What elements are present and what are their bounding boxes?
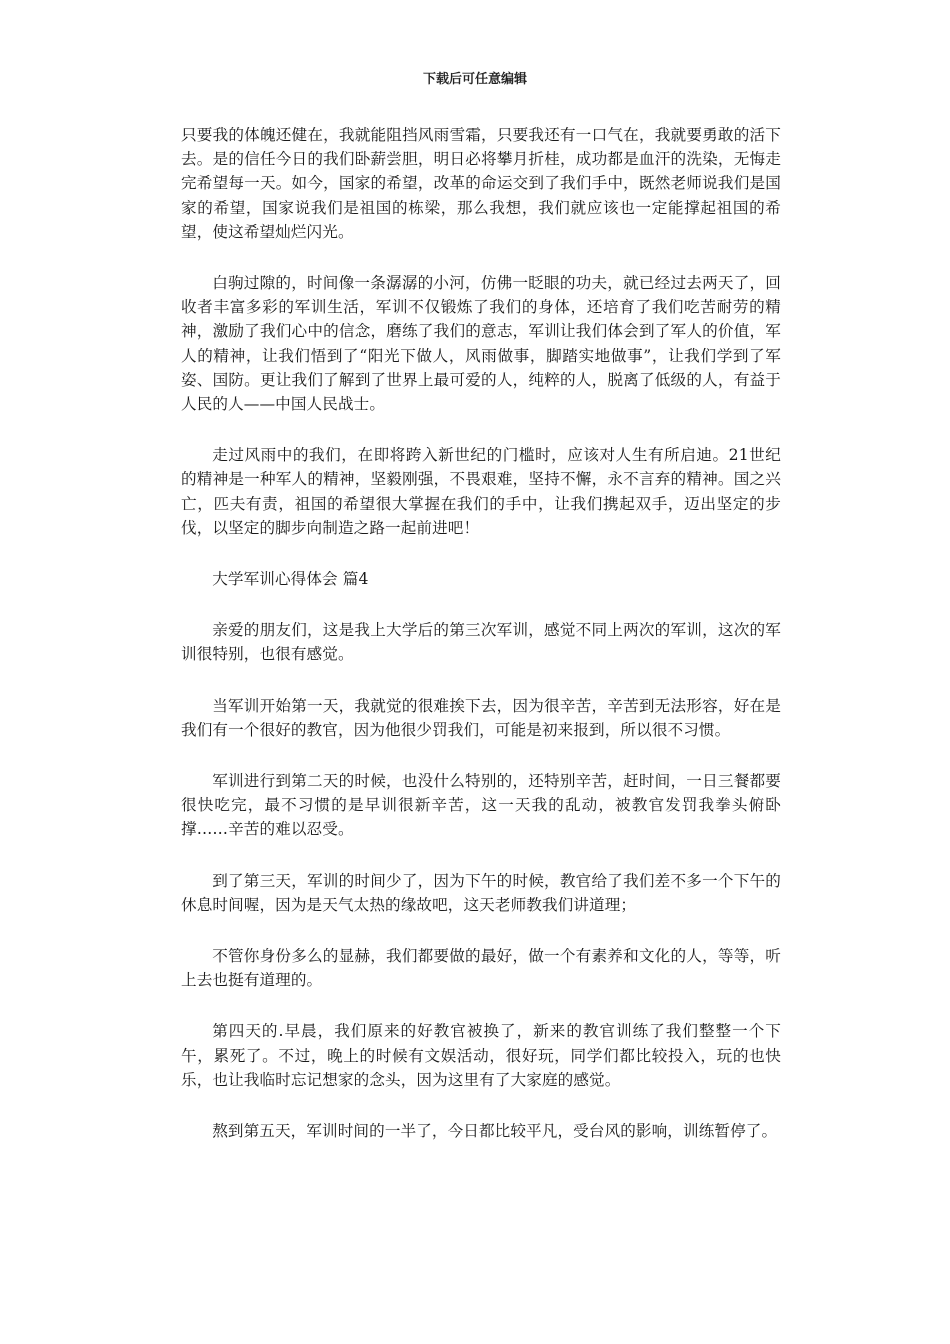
paragraph: 不管你身份多么的显赫，我们都要做的最好，做一个有素养和文化的人，等等，听上去也挺有道理的。 [181,947,781,990]
paragraph: 到了第三天，军训的时间少了，因为下午的时候，教官给了我们差不多一个下午的休息时间喔，因为是天气太热的缘故吧，这天老师教我们讲道理； [181,871,781,914]
paragraph: 走过风雨中的我们，在即将跨入新世纪的门槛时，应该对人生有所启迪。21世纪的精神是一种军人的精神，坚毅刚强，不畏艰难，坚持不懈，永不言弃的精神。国之兴亡，匹夫有责，祖国的希望很大掌握在我们的手中，让我们携起双手，迈出坚定的步伐，以坚定的脚步向制造之路一起前进吧！ [181,446,781,537]
paragraph: 白驹过隙的，时间像一条潺潺的小河，仿佛一眨眼的功夫，就已经过去两天了，回收者丰富多彩的军训生活，军训不仅锻炼了我们的身体，还培育了我们吃苦耐劳的精神，激励了我们心中的信念，磨练了我们的意志，军训让我们体会到了军人的价值，军人的精神，让我们悟到了“阳光下做人，风雨做事，脚踏实地做事”，让我们学到了军姿、国防。更让我们了解到了世界上最可爱的人，纯粹的人，脱离了低级的人，有益于人民的人——中国人民战士。 [181,274,781,414]
paragraph: 只要我的体魄还健在，我就能阻挡风雨雪霜，只要我还有一口气在，我就要勇敢的活下去。是的信任今日的我们卧薪尝胆，明日必将攀月折桂，成功都是血汗的洗染，无悔走完希望每一天。如今，国家的希望，改革的命运交到了我们手中，既然老师说我们是国家的希望，国家说我们是祖国的栋梁，那么我想，我们就应该也一定能撑起祖国的希望，使这希望灿烂闪光。 [181,126,781,241]
paragraph: 熬到第五天，军训时间的一半了，今日都比较平凡，受台风的影响，训练暂停了。 [212,1122,778,1141]
page-header: 下载后可任意编辑 [422,72,527,87]
section-title: 大学军训心得体会 篇4 [212,570,369,589]
document-body [181,123,781,1170]
paragraph: 军训进行到第二天的时候，也没什么特别的，还特别辛苦，赶时间，一日三餐都要很快吃完，最不习惯的是早训很新辛苦，这一天我的乱动，被教官发罚我拳头俯卧撑……辛苦的难以忍受。 [181,772,781,839]
paragraph: 当军训开始第一天，我就觉的很难挨下去，因为很辛苦，辛苦到无法形容，好在是我们有一个很好的教官，因为他很少罚我们，可能是初来报到，所以很不习惯。 [181,696,781,739]
paragraph: 亲爱的朋友们，这是我上大学后的第三次军训，感觉不同上两次的军训，这次的军训很特别，也很有感觉。 [181,621,781,664]
paragraph: 第四天的.早晨，我们原来的好教官被换了，新来的教官训练了我们整整一个下午，累死了。不过，晚上的时候有文娱活动，很好玩，同学们都比较投入，玩的也快乐，也让我临时忘记想家的念头，因为这里有了大家庭的感觉。 [181,1022,781,1089]
